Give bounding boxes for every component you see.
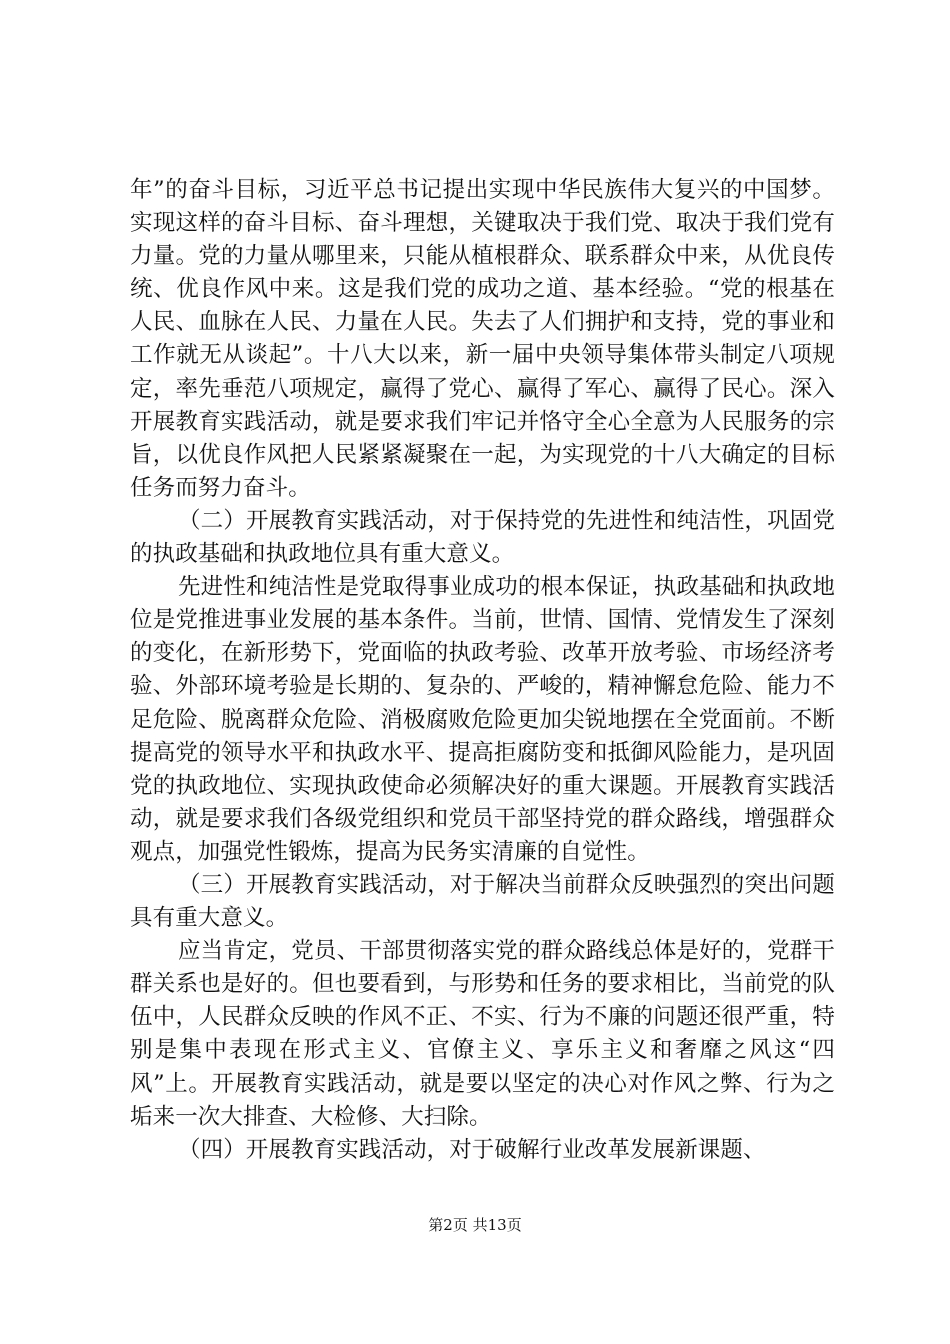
section-heading-2: （二）开展教育实践活动，对于保持党的先进性和纯洁性，巩固党的执政基础和执政地位具有重大意义。 (130, 507, 835, 568)
paragraph-section-2: 先进性和纯洁性是党取得事业成功的根本保证，执政基础和执政地位是党推进事业发展的基本条件。当前，世情、国情、党情发生了深刻的变化，在新形势下，党面临的执政考验、改革开放考验、市场经济考验、外部环境考验是长期的、复杂的、严峻的，精神懈怠危险、能力不足危险、脱离群众危险、消极腐败危险更加尖锐地摆在全党面前。不断提高党的领导水平和执政水平、提高拒腐防变和抵御风险能力，是巩固党的执政地位、实现执政使命必须解决好的重大课题。开展教育实践活动，就是要求我们各级党组织和党员干部坚持党的群众路线，增强群众观点，加强党性锻炼，提高为民务实清廉的自觉性。 (130, 574, 835, 865)
paragraph-continuation: 年”的奋斗目标，习近平总书记提出实现中华民族伟大复兴的中国梦。实现这样的奋斗目标、奋斗理想，关键取决于我们党、取决于我们党有力量。党的力量从哪里来，只能从植根群众、联系群众中来，从优良传统、优良作风中来。这是我们党的成功之道、基本经验。“党的根基在人民、血脉在人民、力量在人民。失去了人们拥护和支持，党的事业和工作就无从谈起”。十八大以来，新一届中央领导集体带头制定八项规定，率先垂范八项规定，赢得了党心、赢得了军心、赢得了民心。深入开展教育实践活动，就是要求我们牢记并恪守全心全意为人民服务的宗旨，以优良作风把人民紧紧凝聚在一起，为实现党的十八大确定的目标任务而努力奋斗。 (130, 177, 835, 501)
paragraph-section-3: 应当肯定，党员、干部贯彻落实党的群众路线总体是好的，党群干群关系也是好的。但也要看到，与形势和任务的要求相比，当前党的队伍中，人民群众反映的作风不正、不实、行为不廉的问题还很严重，特别是集中表现在形式主义、官僚主义、享乐主义和奢靡之风这“四风”上。开展教育实践活动，就是要以坚定的决心对作风之弊、行为之垢来一次大排查、大检修、大扫除。 (130, 938, 835, 1130)
document-body (130, 174, 835, 1167)
page-number-footer: 第2页 共13页 (428, 1216, 522, 1234)
section-heading-3: （三）开展教育实践活动，对于解决当前群众反映强烈的突出问题具有重大意义。 (130, 871, 835, 932)
section-heading-4: （四）开展教育实践活动，对于破解行业改革发展新课题、 (178, 1136, 766, 1163)
